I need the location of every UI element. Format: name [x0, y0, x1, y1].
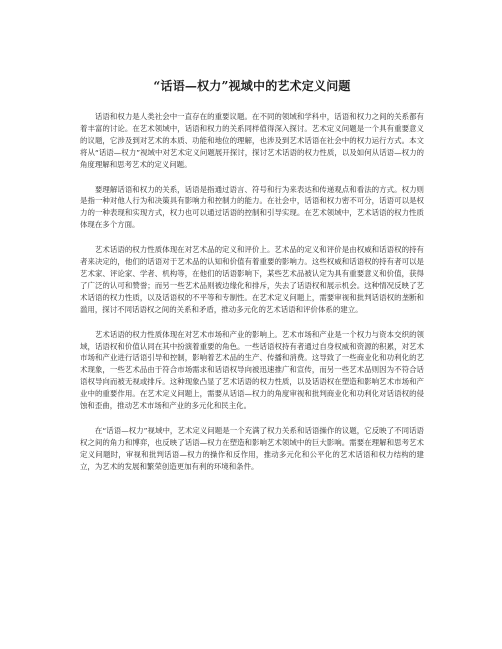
document-title: “话语—权力”视域中的艺术定义问题: [153, 79, 351, 93]
paragraph-2: 要理解话语和权力的关系，话语是指通过语言、符号和行为来表达和传递观点和看法的方式。权力则是指一种对他人行为和决策具有影响力和控制力的能力。在社会中，话语和权力密不可分，话语可以是权力的一种表现和实现方式，权力也可以通过话语的控制和引导实现。在艺术领域中，艺术话语的权力性质体现在多个方面。: [80, 184, 424, 230]
paragraph-1: 话语和权力是人类社会中一直存在的重要议题。在不同的领域和学科中，话语和权力之间的关系都有着丰富的讨论。在艺术领域中，话语和权力的关系同样值得深入探讨。艺术定义问题是一个具有重要意义的议题，它涉及到对艺术的本质、功能和地位的理解，也涉及到艺术话语在社会中的权力运行方式。本文将从“话语—权力”视域中对艺术定义问题展开探讨，探讨艺术话语的权力性质，以及如何从话语—权力的角度理解和思考艺术的定义问题。: [80, 112, 424, 169]
paragraph-5: 在“话语—权力”视域中，艺术定义问题是一个充满了权力关系和话语操作的议题，它反映了不同话语权之间的角力和博弈，也反映了话语—权力在塑造和影响艺术领域中的巨大影响。需要在理解和思考艺术定义问题时，审视和批判话语—权力的操作和反作用，推动多元化和公平化的艺术话语和权力结构的建立，为艺术的发展和繁荣创造更加有利的环境和条件。: [80, 425, 424, 471]
paragraph-4: 艺术话语的权力性质体现在对艺术市场和产业的影响上。艺术市场和产业是一个权力与资本交织的领域，话语权和价值认同在其中扮演着重要的角色。一些话语权持有者通过自身权威和资源的积累，对艺术市场和产业进行话语引导和控制，影响着艺术品的生产、传播和消费。这导致了一些商业化和功利化的艺术现象，一些艺术品由于符合市场需求和话语权导向被迅速推广和宣传，而另一些艺术品则因为不符合话语权导向而被无视或排斥。这种现象凸显了艺术话语的权力性质，以及话语权在塑造和影响艺术市场和产业中的重要作用。在艺术定义问题上，需要从话语—权力的角度审视和批判商业化和功利化对话语权的侵蚀和歪曲，推动艺术市场和产业的多元化和民主化。: [80, 329, 424, 411]
paragraph-3: 艺术话语的权力性质体现在对艺术品的定义和评价上。艺术品的定义和评价是由权威和话语权的持有者来决定的，他们的话语对于艺术品的认知和价值有着重要的影响力。这些权威和话语权的持有者可以是艺术家、评论家、学者、机构等，在他们的话语影响下，某些艺术品被认定为具有重要意义和价值，获得了广泛的认可和赞誉；而另一些艺术品则被边缘化和排斥，失去了话语权和展示机会。这种情况反映了艺术话语的权力性质，以及话语权的不平等和专制性。在艺术定义问题上，需要审视和批判话语权的垄断和滥用，探讨不同话语权之间的关系和矛盾，推动多元化的艺术话语和评价体系的建立。: [80, 245, 424, 314]
